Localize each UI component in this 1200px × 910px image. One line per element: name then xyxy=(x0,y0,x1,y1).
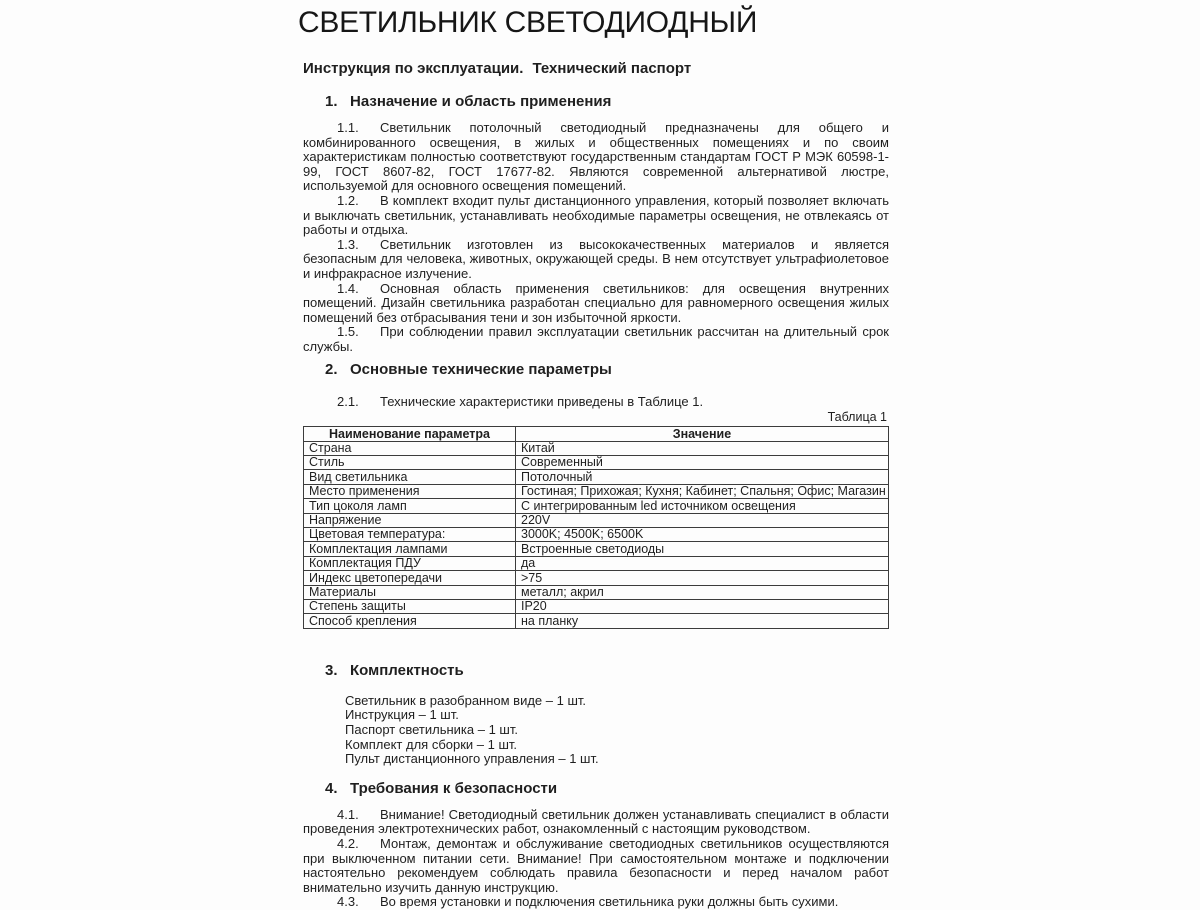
table-caption: Таблица 1 xyxy=(827,410,887,425)
list-item: Инструкция – 1 шт. xyxy=(345,707,459,723)
param-value-cell: Китай xyxy=(516,441,889,455)
param-value-cell: 3000K; 4500K; 6500K xyxy=(516,527,889,541)
specs-table xyxy=(303,426,889,629)
section-heading-3 xyxy=(303,662,889,679)
paragraph-number: 4.2. xyxy=(337,835,359,851)
list-item: Пульт дистанционного управления – 1 шт. xyxy=(345,751,599,767)
param-name-cell: Степень защиты xyxy=(304,599,516,613)
list-item: Паспорт светильника – 1 шт. xyxy=(345,721,518,737)
table-row xyxy=(304,556,889,570)
paragraph-number: 1.5. xyxy=(337,324,359,340)
param-value-cell: >75 xyxy=(516,571,889,585)
paragraph-text: Основная область применения светильников: для освещения внутренних помещений. Дизайн светильника разработан специально для равномерного освещения жилых помещений без отбрасывания тени и зон избыточной яркости. xyxy=(303,280,889,325)
table-header-row xyxy=(304,427,889,441)
section-heading-4 xyxy=(303,780,889,797)
param-name-cell: Страна xyxy=(304,441,516,455)
table-row xyxy=(304,599,889,613)
table-row xyxy=(304,470,889,484)
paragraph-number: 4.1. xyxy=(337,806,359,822)
paragraph-number: 1.3. xyxy=(337,236,359,252)
paragraph xyxy=(303,395,889,410)
paragraph-number: 1.2. xyxy=(337,192,359,208)
paragraph-text: В комплект входит пульт дистанционного управления, который позволяет включать и выключать светильник, устанавливать необходимые параметры освещения, не отвлекаясь от работы и отдыха. xyxy=(303,192,889,238)
table-row xyxy=(304,614,889,628)
param-name-cell: Тип цоколя ламп xyxy=(304,499,516,513)
table-row xyxy=(304,441,889,455)
table-row xyxy=(304,571,889,585)
section-4-body xyxy=(303,808,889,910)
paragraph xyxy=(303,194,889,238)
section-title: Назначение и область применения xyxy=(350,93,612,110)
table-row xyxy=(304,585,889,599)
param-name-cell: Место применения xyxy=(304,484,516,498)
paragraph xyxy=(303,121,889,194)
paragraph xyxy=(303,238,889,282)
param-name-cell: Способ крепления xyxy=(304,614,516,628)
paragraph-text: Монтаж, демонтаж и обслуживание светодиодных светильников осуществляются при выключенном питании сети. Внимание! При самостоятельном монтаже и подключении настоятельно рекомендуем соблюдать правила безопасности и перед началом работ внимательно изучить данную инструкцию. xyxy=(303,835,889,895)
param-name-header: Наименование параметра xyxy=(304,427,516,441)
param-value-header: Значение xyxy=(516,427,889,441)
param-value-cell: Потолочный xyxy=(516,470,889,484)
section-heading-2 xyxy=(303,361,889,378)
param-value-cell: Современный xyxy=(516,455,889,469)
paragraph-number: 4.3. xyxy=(337,894,359,910)
paragraph-number: 1.4. xyxy=(337,280,359,296)
table-row xyxy=(304,499,889,513)
paragraph-number: 2.1. xyxy=(337,393,359,409)
list-item: Светильник в разобранном виде – 1 шт. xyxy=(345,692,587,708)
table-row xyxy=(304,484,889,498)
section-number: 2. xyxy=(325,360,338,378)
paragraph-text: Светильник изготовлен из высококачественных материалов и является безопасным для человека, животных, окружающей среды. В нем отсутствует ультрафиолетовое и инфракрасное излучение. xyxy=(303,236,889,281)
page-title: СВЕТИЛЬНИК СВЕТОДИОДНЫЙ xyxy=(298,6,758,39)
section-number: 4. xyxy=(325,779,338,797)
table-row xyxy=(304,513,889,527)
subtitle-part-1: Инструкция по эксплуатации. xyxy=(303,60,524,77)
section-number: 1. xyxy=(325,93,338,110)
section-number: 3. xyxy=(325,661,338,679)
param-value-cell: на планку xyxy=(516,614,889,628)
paragraph xyxy=(303,325,889,354)
section-title: Основные технические параметры xyxy=(350,360,612,378)
document-page xyxy=(298,6,889,910)
paragraph xyxy=(303,808,889,837)
section-title: Комплектность xyxy=(350,661,464,679)
paragraph-text: Внимание! Светодиодный светильник должен устанавливать специалист в области проведения электротехнических работ, ознакомленный с настоящим руководством. xyxy=(303,806,889,837)
param-name-cell: Материалы xyxy=(304,585,516,599)
paragraph-text: Во время установки и подключения светильника руки должны быть сухими. xyxy=(380,894,839,910)
param-value-cell: IP20 xyxy=(516,599,889,613)
paragraph-text: При соблюдении правил эксплуатации светильник рассчитан на длительный срок службы. xyxy=(303,324,889,354)
paragraph-number: 1.1. xyxy=(337,120,359,135)
param-value-cell: С интегрированным led источником освещения xyxy=(516,499,889,513)
param-name-cell: Индекс цветопередачи xyxy=(304,571,516,585)
param-value-cell: да xyxy=(516,556,889,570)
param-value-cell: Встроенные светодиоды xyxy=(516,542,889,556)
kit-contents-list xyxy=(303,694,889,767)
param-name-cell: Комплектация ПДУ xyxy=(304,556,516,570)
table-row xyxy=(304,542,889,556)
paragraph xyxy=(303,282,889,326)
list-item: Комплект для сборки – 1 шт. xyxy=(345,736,518,752)
param-value-cell: металл; акрил xyxy=(516,585,889,599)
document-subtitle xyxy=(303,60,889,77)
table-row xyxy=(304,455,889,469)
param-value-cell: 220V xyxy=(516,513,889,527)
section-heading-1 xyxy=(303,93,889,110)
subtitle-part-2: Технический паспорт xyxy=(532,60,692,77)
param-name-cell: Вид светильника xyxy=(304,470,516,484)
section-1-body xyxy=(303,121,889,355)
param-name-cell: Стиль xyxy=(304,455,516,469)
param-name-cell: Цветовая температура: xyxy=(304,527,516,541)
paragraph-text: Технические характеристики приведены в Таблице 1. xyxy=(380,393,704,409)
paragraph xyxy=(303,837,889,895)
param-name-cell: Напряжение xyxy=(304,513,516,527)
paragraph-text: Светильник потолочный светодиодный предназначены для общего и комбинированного освещения, в жилых и общественных помещениях и по своим характеристикам полностью соответствуют государственным стандартам ГОСТ Р МЭК 60598-1-99, ГОСТ 8607-82, ГОСТ 17677-82. Являются современной альтернативой люстре, используемой для основного освещения помещений. xyxy=(303,120,889,194)
paragraph xyxy=(303,895,889,910)
section-title: Требования к безопасности xyxy=(350,779,558,797)
param-value-cell: Гостиная; Прихожая; Кухня; Кабинет; Спальня; Офис; Магазин xyxy=(516,484,889,498)
table-row xyxy=(304,527,889,541)
param-name-cell: Комплектация лампами xyxy=(304,542,516,556)
